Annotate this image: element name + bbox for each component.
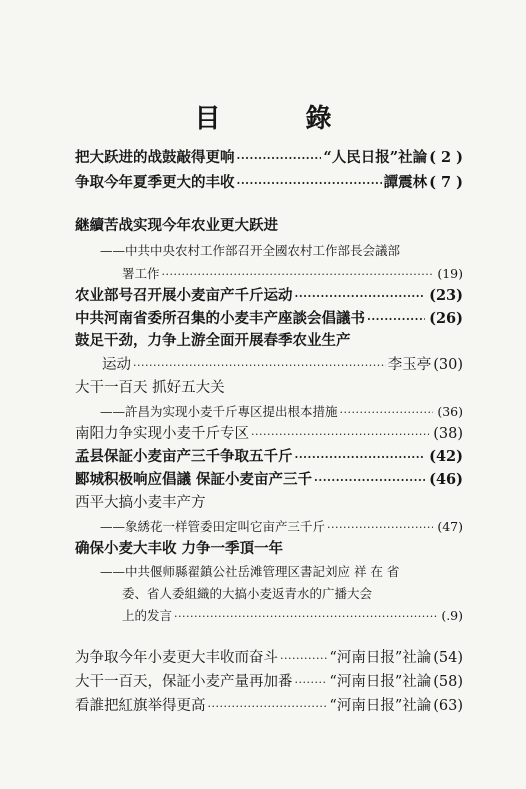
section-heading: 西平大搞小麦丰产方	[75, 495, 206, 511]
entry-title: 看誰把紅旗举得更高	[75, 698, 206, 714]
entry-title: 中共河南省委所召集的小麦丰产座談会倡議书	[75, 310, 365, 327]
entry-title: ——許昌为实现小麦千斤專区提出根本措施	[100, 404, 338, 419]
leader-dots	[367, 310, 425, 330]
entry-page: (36)	[437, 404, 463, 419]
entry-source: 譚震林	[383, 174, 428, 191]
entry-title: 大干一百天，保証小麦产量再加番	[75, 674, 293, 690]
section-subtitle: ——中共偃师縣翟鎮公社岳滩管理区書記刘应 祥 在 省	[100, 564, 400, 579]
toc-entry	[75, 286, 463, 306]
leader-dots	[133, 356, 386, 376]
entry-title: 鼓足干劲，力争上游全面开展春季农业生产	[75, 332, 351, 349]
entry-title: 郾城积极响应倡議 保証小麦亩产三千	[75, 471, 313, 488]
leader-dots	[327, 518, 433, 538]
entry-source: “人民日报”社論	[323, 149, 428, 166]
entry-source: 李玉亭	[387, 357, 432, 373]
entry-title: 南阳力争实现小麦千斤专区	[75, 426, 249, 442]
entry-page: (23)	[429, 287, 463, 304]
entry-title: 孟县保証小麦亩产三千争取五千斤	[75, 448, 293, 465]
toc-entry	[102, 355, 463, 375]
entry-page: (19)	[437, 266, 463, 281]
leader-dots	[237, 149, 322, 169]
section-subtitle: ——中共中央农村工作部召开全國农村工作部長会議部	[100, 243, 401, 258]
entry-page: ( 7 )	[429, 174, 463, 191]
toc-entry	[100, 517, 463, 537]
entry-source: “河南日报”社論	[329, 674, 432, 690]
toc-entry	[75, 648, 463, 668]
leader-dots	[314, 471, 425, 491]
section-heading: 确保小麦大丰收 力争一季頂一年	[75, 540, 284, 557]
section-heading: 継續苦战实现今年农业更大跃进	[75, 217, 278, 234]
entry-title: 署工作	[122, 266, 160, 281]
entry-title: 为争取今年小麦更大丰收而奋斗	[75, 650, 278, 666]
leader-dots	[340, 403, 434, 423]
leader-dots	[295, 448, 426, 468]
toc-entry	[75, 173, 463, 193]
toc-entry	[75, 447, 463, 467]
leader-dots	[280, 649, 327, 669]
toc-entry	[100, 402, 463, 422]
entry-source: “河南日报”社論	[329, 650, 432, 666]
entry-page: (42)	[429, 448, 463, 465]
toc-entry	[75, 309, 463, 329]
entry-page: (30)	[433, 357, 463, 373]
entry-source: “河南日报”社論	[329, 698, 432, 714]
entry-page: (54)	[433, 650, 463, 666]
entry-title: ——象綉花一样管委田定叫它亩产三千斤	[100, 519, 326, 534]
entry-page: (26)	[429, 310, 463, 327]
section-heading: 大干一百天 抓好五大关	[75, 380, 225, 396]
entry-page: (58)	[433, 674, 463, 690]
section-subtitle: 委、省人委組織的大搞小麦返青水的广播大会	[122, 586, 373, 601]
leader-dots	[295, 673, 328, 693]
entry-page: (47)	[437, 519, 463, 534]
entry-page: (38)	[433, 426, 463, 442]
leader-dots	[208, 697, 328, 717]
entry-title: 把大跃进的战鼓敲得更响	[75, 149, 235, 166]
entry-title: 农业部号召开展小麦亩产千斤运动	[75, 287, 293, 304]
page-title: 目 錄	[194, 104, 370, 134]
toc-entry	[75, 672, 463, 692]
toc-entry	[122, 264, 463, 284]
leader-dots	[295, 287, 426, 307]
leader-dots	[174, 607, 437, 627]
entry-title: 争取今年夏季更大的丰收	[75, 174, 235, 191]
leader-dots	[237, 174, 382, 194]
toc-entry	[75, 424, 463, 444]
entry-page: (.9)	[441, 608, 463, 623]
entry-page: (63)	[433, 698, 463, 714]
toc-entry	[75, 470, 463, 490]
entry-title: 上的发言	[122, 608, 173, 623]
leader-dots	[162, 265, 434, 285]
leader-dots	[251, 425, 429, 445]
toc-entry	[75, 696, 463, 716]
entry-page: ( 2 )	[429, 149, 463, 166]
entry-page: (46)	[429, 471, 463, 488]
toc-entry	[122, 606, 463, 626]
toc-entry	[75, 148, 463, 168]
entry-title: 运动	[102, 357, 131, 373]
